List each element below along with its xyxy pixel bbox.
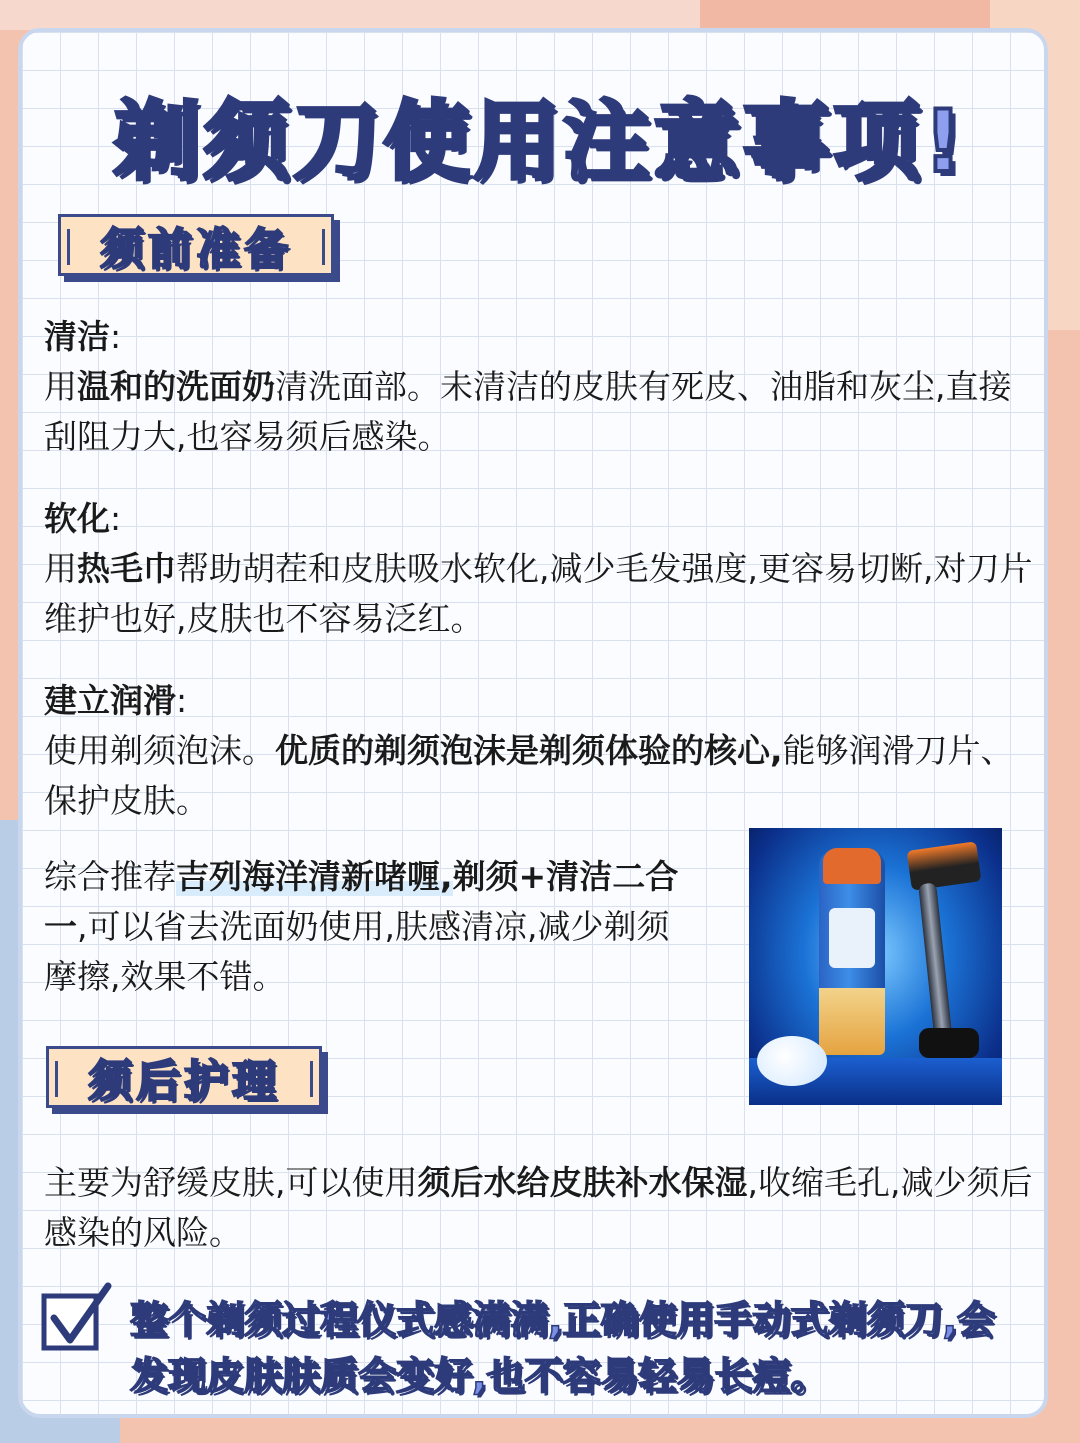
cleaning-heading: 清洁 [44, 317, 110, 356]
product-feature: 剃须+清洁二合一 [44, 857, 679, 946]
section-ribbon-post [46, 1046, 322, 1108]
section-title-pre: 须前准备 [100, 224, 292, 275]
aftercare-block: 主要为舒缓皮肤,可以使用须后水给皮肤补水保湿,收缩毛孔,减少须后感染的风险。 [44, 1163, 1033, 1252]
soften-highlight: 热毛巾 [77, 549, 176, 588]
background-band [0, 0, 700, 30]
checkbox-check-icon [40, 1282, 114, 1354]
soften-heading: 软化 [44, 499, 110, 538]
product-image [749, 828, 1002, 1105]
lubricate-block: 建立润滑: 使用剃须泡沫。优质的剃须泡沫是剃须体验的核心,能够润滑刀片、保护皮肤。 [44, 681, 1014, 820]
page-title: 剃须刀使用注意事项! [113, 92, 967, 192]
lubricate-heading: 建立润滑 [44, 681, 176, 720]
lubricate-highlight: 优质的剃须泡沫是剃须体验的核心, [275, 731, 783, 770]
product-name: 吉列海洋清新啫喱, [176, 857, 453, 896]
closing-note: 整个剃须过程仪式感满满,正确使用手动式剃须刀,会发现皮肤肤质会变好,也不容易轻易长痘。 [130, 1298, 995, 1398]
section-ribbon-pre [58, 214, 334, 276]
aftercare-highlight: 须后水给皮肤补水保湿 [417, 1163, 748, 1202]
cleaning-highlight: 温和的洗面奶 [77, 367, 275, 406]
recommend-block: 综合推荐吉列海洋清新啫喱,剃须+清洁二合一,可以省去洗面奶使用,肤感清凉,减少剃须摩擦,效果不错。 [44, 857, 679, 996]
soften-block: 软化: 用热毛巾帮助胡茬和皮肤吸水软化,减少毛发强度,更容易切断,对刀片维护也好,皮肤也不容易泛红。 [44, 499, 1033, 638]
section-title-post: 须后护理 [88, 1056, 280, 1107]
cleaning-block: 清洁: 用温和的洗面奶清洗面部。未清洁的皮肤有死皮、油脂和灰尘,直接刮阻力大,也容易须后感染。 [44, 317, 1012, 456]
